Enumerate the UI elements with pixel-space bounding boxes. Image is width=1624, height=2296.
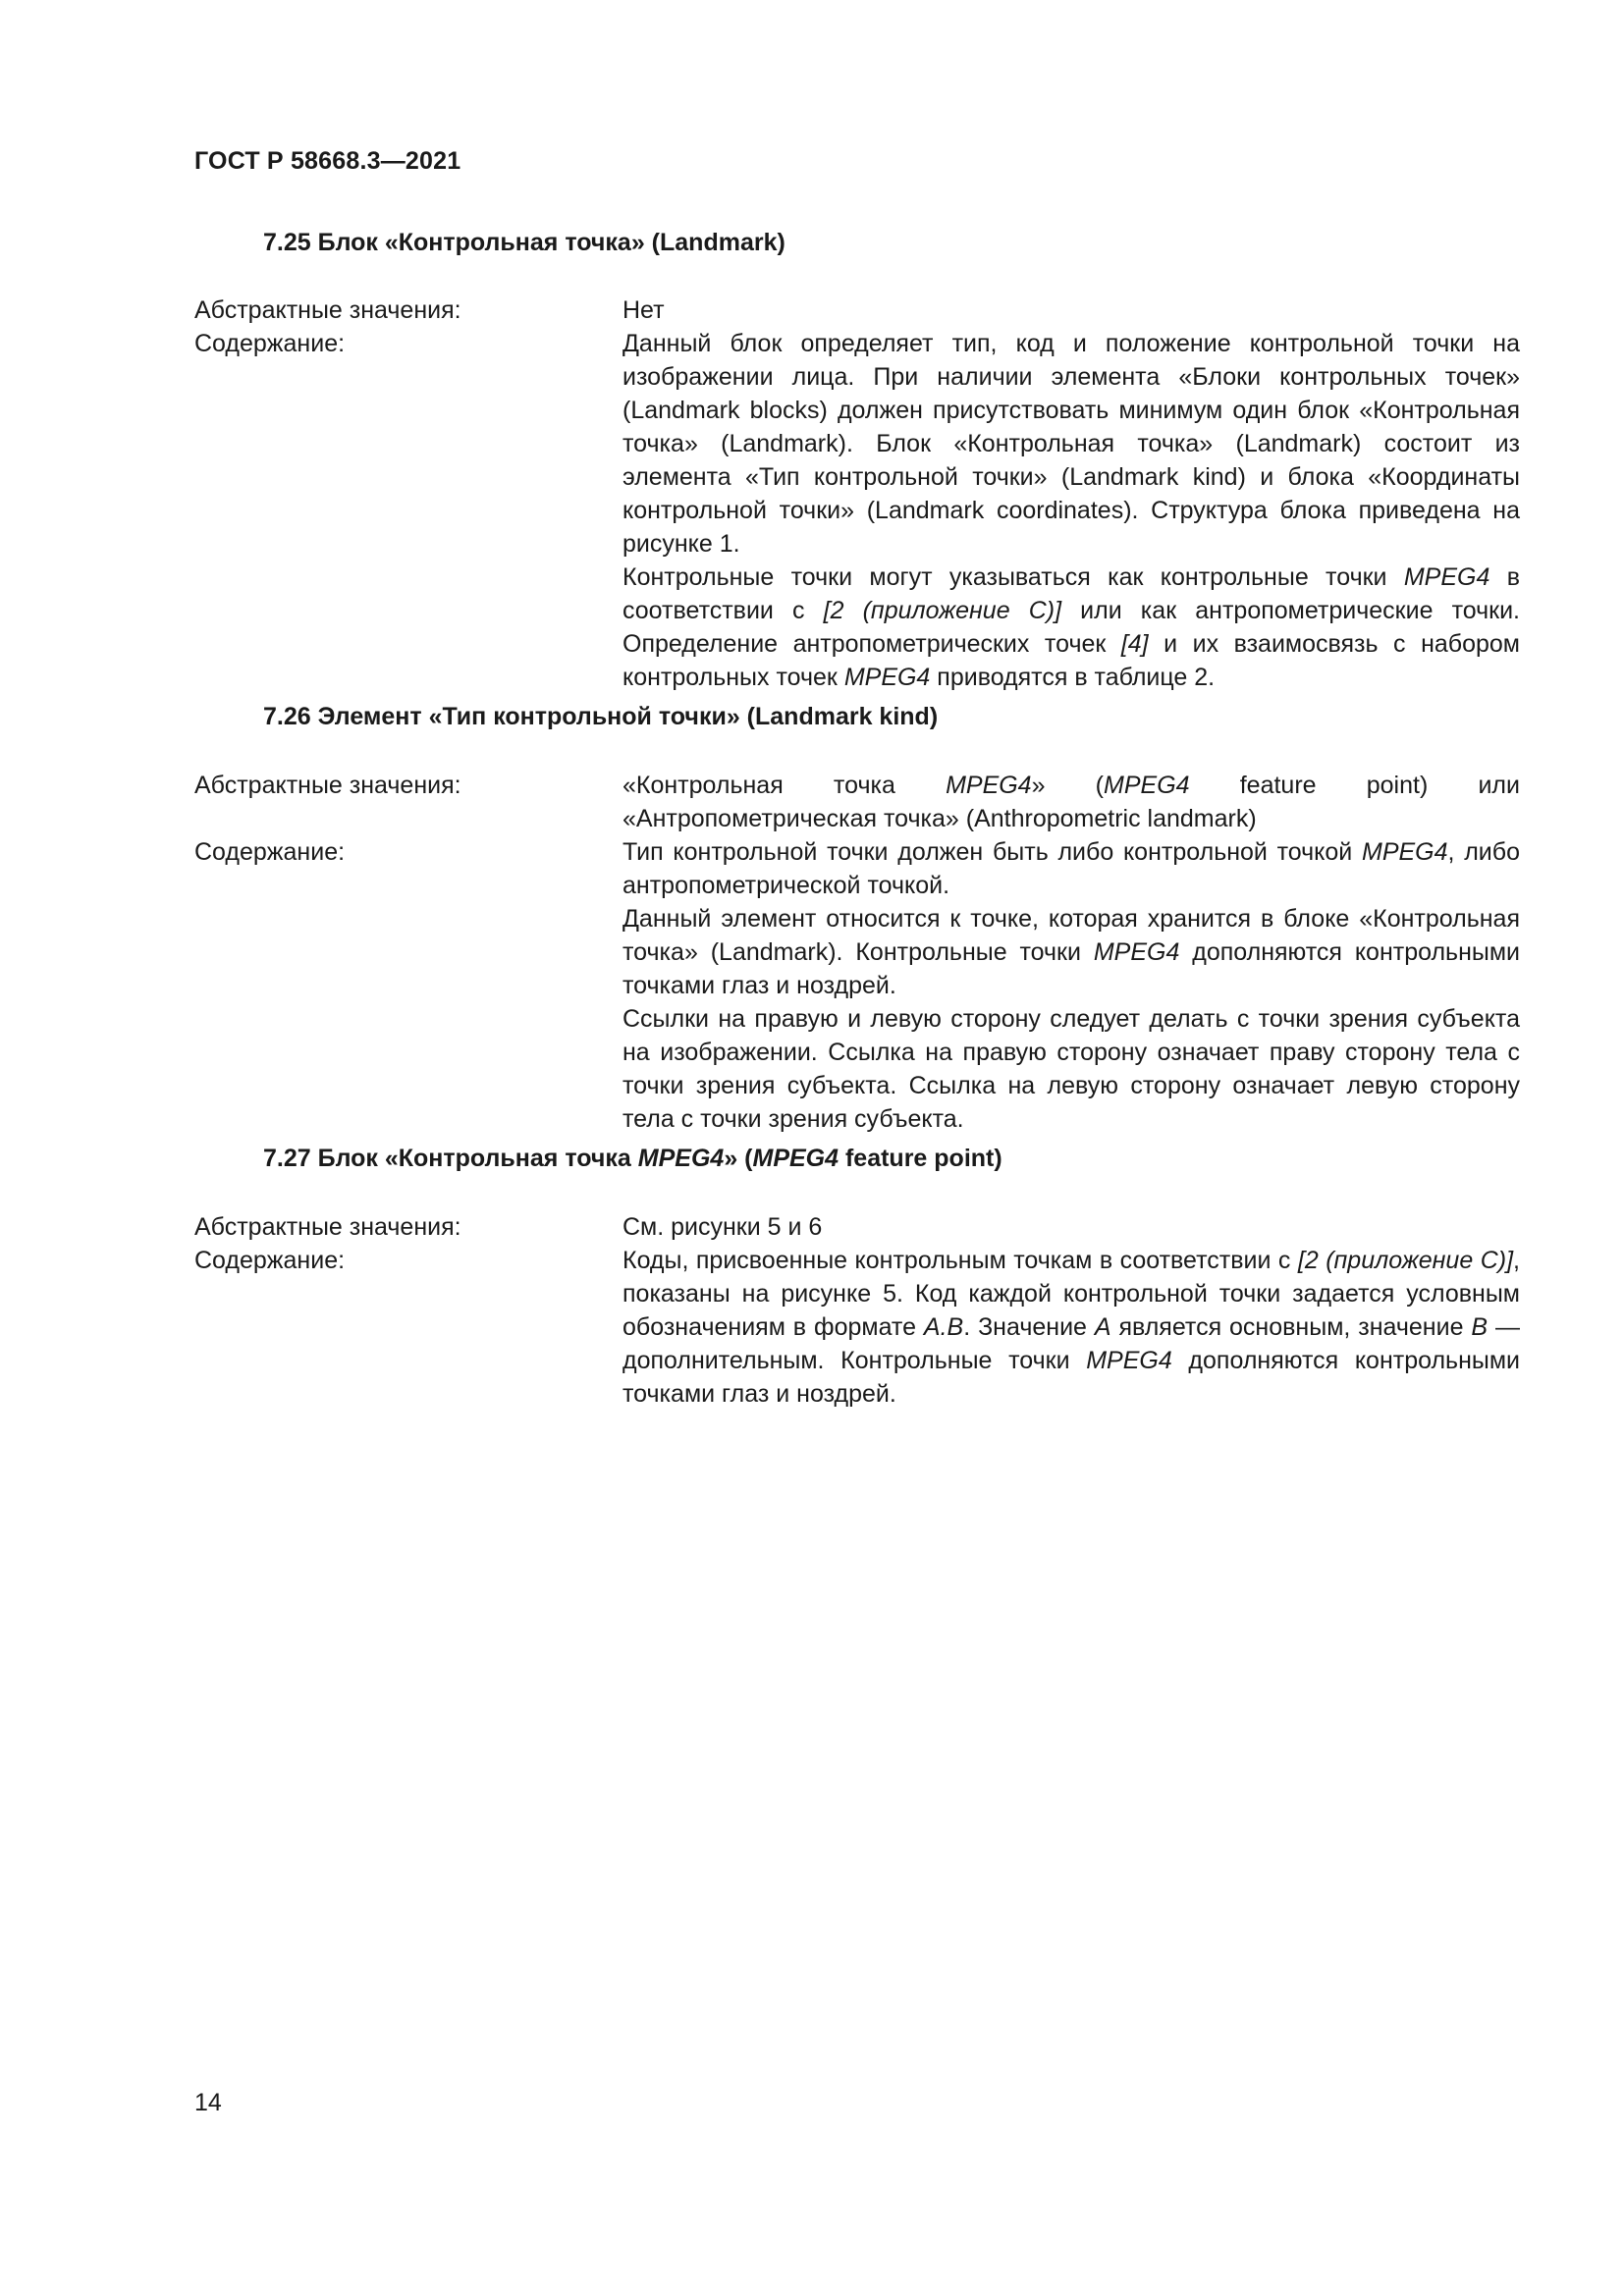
section-title: 7.27 Блок «Контрольная точка MPEG4» (MPEG4 feature point) (263, 1145, 1002, 1172)
content-paragraph: Коды, присвоенные контрольным точкам в соответствии с [2 (приложение С)], показаны на рисунке 5. Код каждой контрольной точки задается условным обозначениям в формате А.В. Значение А является основным, значение В — дополнительным. Контрольные точки MPEG4 дополняются контрольными точками глаз и ноздрей. (623, 1247, 1520, 1408)
content-paragraph: Контрольные точки могут указываться как контрольные точки MPEG4 в соответствии с [2 (приложение С)] или как антропометрические точки. Определение антропометрических точек [4] и их взаимосвязь с набором контрольных точек MPEG4 приводятся в таблице 2. (623, 563, 1520, 691)
content-value (623, 835, 1520, 1136)
content-row (194, 835, 1520, 1136)
content-paragraph: Тип контрольной точки должен быть либо контрольной точкой MPEG4, либо антропометрической точкой. (623, 838, 1520, 899)
content-value (623, 327, 1520, 694)
abstract-values-text: См. рисунки 5 и 6 (623, 1213, 823, 1241)
abstract-values-row (194, 1210, 1520, 1244)
abstract-values-text: Нет (623, 296, 665, 324)
abstract-values-value (623, 294, 1520, 327)
section-7-27 (194, 1142, 1520, 1411)
abstract-values-row (194, 769, 1520, 835)
abstract-values-value (623, 769, 1520, 835)
section-title: 7.26 Элемент «Тип контрольной точки» (Landmark kind) (263, 703, 939, 730)
abstract-values-text: «Контрольная точка MPEG4» (MPEG4 feature point) или «Антропометрическая точка» (Anthropometric landmark) (623, 772, 1520, 832)
content-paragraph: Данный блок определяет тип, код и положение контрольной точки на изображении лица. При наличии элемента «Блоки контрольных точек» (Landmark blocks) должен присутствовать минимум один блок «Контрольная точка» (Landmark). Блок «Контрольная точка» (Landmark) состоит из элемента «Тип контрольной точки» (Landmark kind) и блока «Координаты контрольной точки» (Landmark coordinates). Структура блока приведена на рисунке 1. (623, 330, 1520, 558)
abstract-values-row (194, 294, 1520, 327)
section-7-26 (194, 700, 1520, 1136)
content-label: Содержание: (194, 1247, 346, 1274)
section-title: 7.25 Блок «Контрольная точка» (Landmark) (263, 229, 785, 256)
abstract-values-value (623, 1210, 1520, 1244)
section-7-25 (194, 226, 1520, 694)
content-row (194, 327, 1520, 694)
abstract-values-label: Абстрактные значения: (194, 1213, 461, 1241)
abstract-values-label: Абстрактные значения: (194, 296, 461, 324)
content-paragraph: Ссылки на правую и левую сторону следует делать с точки зрения субъекта на изображении. Ссылка на правую сторону означает праву сторону тела с точки зрения субъекта. Ссылка на левую сторону означает левую сторону тела с точки зрения субъекта. (623, 1005, 1520, 1133)
content-paragraph: Данный элемент относится к точке, которая хранится в блоке «Контрольная точка» (Landmark). Контрольные точки MPEG4 дополняются контрольными точками глаз и ноздрей. (623, 905, 1520, 999)
content-row (194, 1244, 1520, 1411)
page-number: 14 (194, 2089, 222, 2116)
document-header: ГОСТ Р 58668.3—2021 (194, 147, 461, 175)
abstract-values-label: Абстрактные значения: (194, 772, 461, 799)
content-value (623, 1244, 1520, 1411)
content-label: Содержание: (194, 330, 346, 357)
content-label: Содержание: (194, 838, 346, 866)
